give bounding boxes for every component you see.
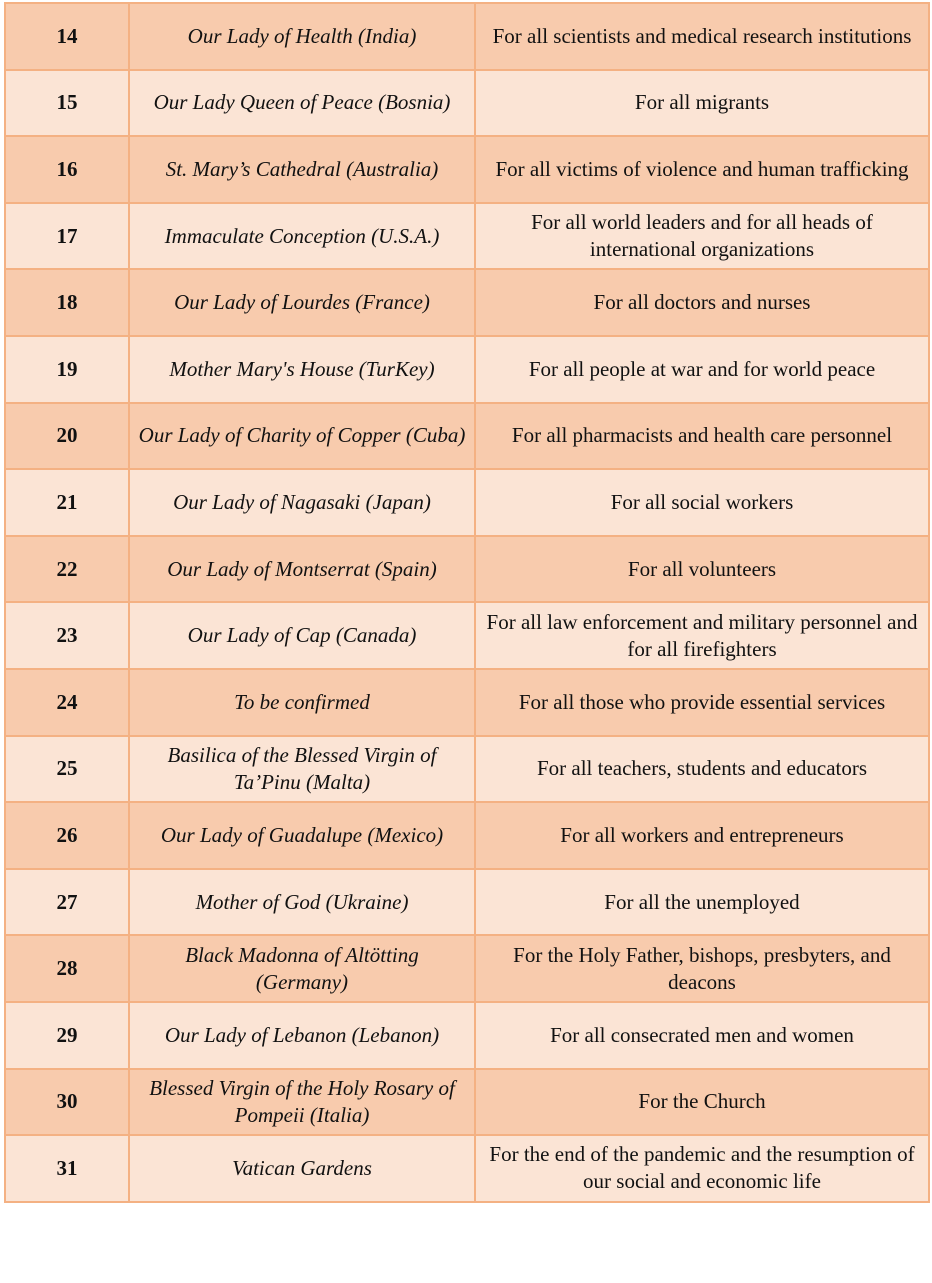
intention-cell: For the end of the pandemic and the resumption of our social and economic life	[475, 1135, 929, 1202]
day-cell: 24	[5, 669, 129, 736]
table-row	[5, 935, 929, 1002]
intention-cell: For all law enforcement and military personnel and for all firefighters	[475, 602, 929, 669]
intention-cell: For all consecrated men and women	[475, 1002, 929, 1069]
shrine-cell: Black Madonna of Altötting (Germany)	[129, 935, 475, 1002]
shrine-cell: Our Lady of Lourdes (France)	[129, 269, 475, 336]
day-cell: 16	[5, 136, 129, 203]
table-row	[5, 869, 929, 936]
intention-cell: For all social workers	[475, 469, 929, 536]
table-row	[5, 602, 929, 669]
day-cell: 20	[5, 403, 129, 470]
intention-cell: For all migrants	[475, 70, 929, 137]
table-row	[5, 669, 929, 736]
intention-cell: For all workers and entrepreneurs	[475, 802, 929, 869]
day-cell: 22	[5, 536, 129, 603]
shrine-cell: Our Lady of Montserrat (Spain)	[129, 536, 475, 603]
shrine-cell: Our Lady of Cap (Canada)	[129, 602, 475, 669]
shrine-cell: Our Lady of Lebanon (Lebanon)	[129, 1002, 475, 1069]
intention-cell: For the Holy Father, bishops, presbyters, and deacons	[475, 935, 929, 1002]
shrine-cell: Blessed Virgin of the Holy Rosary of Pompeii (Italia)	[129, 1069, 475, 1136]
day-cell: 25	[5, 736, 129, 803]
day-cell: 26	[5, 802, 129, 869]
shrine-cell: Mother Mary's House (TurKey)	[129, 336, 475, 403]
intention-cell: For all doctors and nurses	[475, 269, 929, 336]
intention-cell: For all teachers, students and educators	[475, 736, 929, 803]
day-cell: 31	[5, 1135, 129, 1202]
shrine-cell: St. Mary’s Cathedral (Australia)	[129, 136, 475, 203]
table-row	[5, 3, 929, 70]
table-row	[5, 70, 929, 137]
shrine-cell: Our Lady of Charity of Copper (Cuba)	[129, 403, 475, 470]
table-row	[5, 469, 929, 536]
shrine-cell: Immaculate Conception (U.S.A.)	[129, 203, 475, 270]
shrine-cell: Our Lady of Health (India)	[129, 3, 475, 70]
day-cell: 29	[5, 1002, 129, 1069]
day-cell: 15	[5, 70, 129, 137]
table-row	[5, 736, 929, 803]
day-cell: 18	[5, 269, 129, 336]
shrine-cell: Basilica of the Blessed Virgin of Ta’Pinu (Malta)	[129, 736, 475, 803]
intention-cell: For the Church	[475, 1069, 929, 1136]
table-row	[5, 1135, 929, 1202]
intention-cell: For all the unemployed	[475, 869, 929, 936]
shrine-cell: Mother of God (Ukraine)	[129, 869, 475, 936]
table-row	[5, 802, 929, 869]
day-cell: 14	[5, 3, 129, 70]
intention-cell: For all scientists and medical research institutions	[475, 3, 929, 70]
table-row	[5, 136, 929, 203]
intention-cell: For all pharmacists and health care personnel	[475, 403, 929, 470]
day-cell: 17	[5, 203, 129, 270]
intention-cell: For all those who provide essential services	[475, 669, 929, 736]
shrine-cell: Vatican Gardens	[129, 1135, 475, 1202]
table-row	[5, 336, 929, 403]
shrine-cell: Our Lady Queen of Peace (Bosnia)	[129, 70, 475, 137]
day-cell: 30	[5, 1069, 129, 1136]
intention-cell: For all volunteers	[475, 536, 929, 603]
table-row	[5, 1069, 929, 1136]
day-cell: 23	[5, 602, 129, 669]
table-row	[5, 403, 929, 470]
shrine-cell: Our Lady of Guadalupe (Mexico)	[129, 802, 475, 869]
day-cell: 27	[5, 869, 129, 936]
table-row	[5, 1002, 929, 1069]
intention-cell: For all victims of violence and human trafficking	[475, 136, 929, 203]
intention-cell: For all world leaders and for all heads of international organizations	[475, 203, 929, 270]
table-row	[5, 269, 929, 336]
table-row	[5, 536, 929, 603]
shrine-cell: To be confirmed	[129, 669, 475, 736]
table-body	[5, 3, 929, 1202]
shrine-cell: Our Lady of Nagasaki (Japan)	[129, 469, 475, 536]
rosary-schedule-table	[4, 2, 930, 1203]
intention-cell: For all people at war and for world peace	[475, 336, 929, 403]
day-cell: 28	[5, 935, 129, 1002]
day-cell: 21	[5, 469, 129, 536]
day-cell: 19	[5, 336, 129, 403]
table-row	[5, 203, 929, 270]
